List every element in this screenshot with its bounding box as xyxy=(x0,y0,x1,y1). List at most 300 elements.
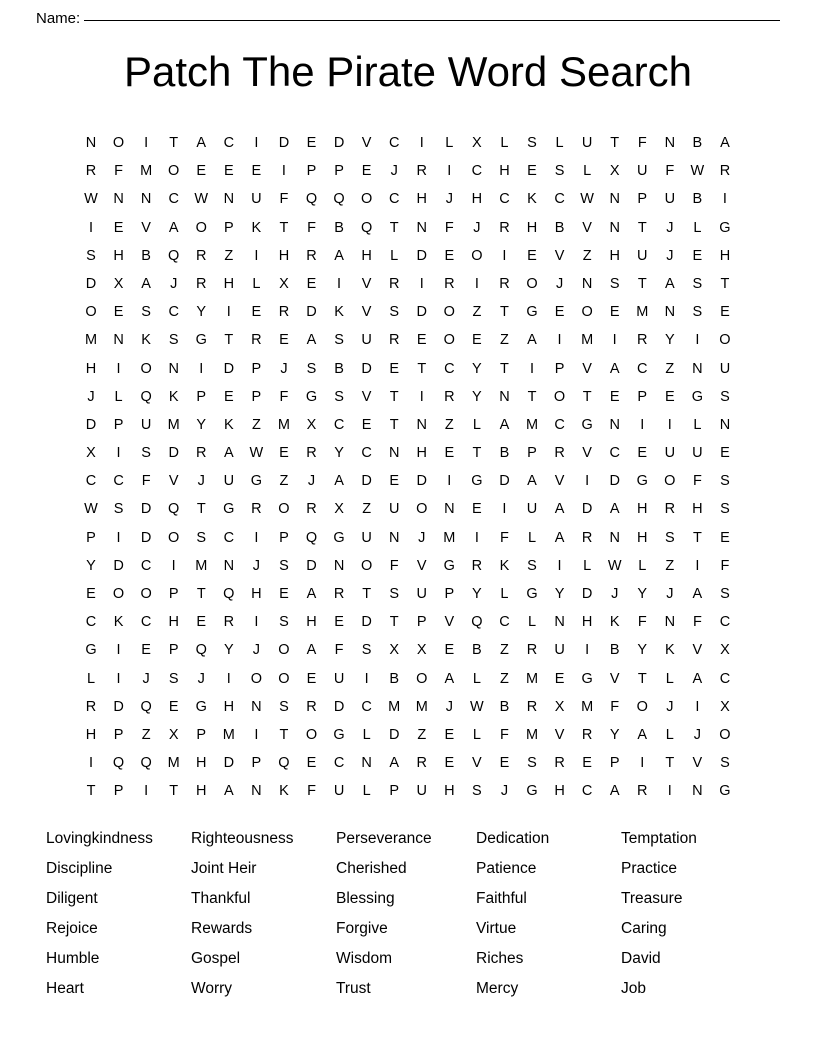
grid-cell: T xyxy=(692,529,702,546)
grid-cell: A xyxy=(609,501,620,518)
grid-cell: E xyxy=(499,755,510,772)
grid-cell: C xyxy=(554,416,565,433)
grid-cell: A xyxy=(141,275,151,292)
grid-cell: G xyxy=(581,670,593,687)
grid-cell: O xyxy=(140,586,152,603)
grid-cell: Y xyxy=(196,416,207,433)
grid-cell: X xyxy=(334,501,344,518)
grid-cell: E xyxy=(196,163,207,180)
grid-cell: I xyxy=(667,783,672,800)
grid-cell: R xyxy=(499,219,510,236)
grid-cell: E xyxy=(361,163,372,180)
grid-cell: R xyxy=(251,501,262,518)
grid-cell: E xyxy=(472,501,482,518)
grid-cell: D xyxy=(361,360,372,377)
grid-cell: E xyxy=(444,755,455,772)
grid-cell: C xyxy=(361,445,372,462)
grid-cell: R xyxy=(196,445,207,462)
grid-cell: Z xyxy=(224,247,234,264)
grid-cell: U xyxy=(637,247,648,264)
grid-cell: A xyxy=(609,783,620,800)
grid-cell: L xyxy=(665,726,674,743)
grid-cell: X xyxy=(306,416,317,433)
grid-cell: N xyxy=(223,191,235,208)
grid-cell: N xyxy=(388,445,400,462)
grid-cell: E xyxy=(554,304,565,321)
grid-cell: N xyxy=(113,191,124,208)
grid-cell: A xyxy=(692,670,703,687)
grid-cell: P xyxy=(251,388,262,405)
grid-cell: R xyxy=(306,247,317,264)
grid-cell: F xyxy=(692,473,702,490)
grid-cell: O xyxy=(360,557,373,574)
grid-cell: B xyxy=(609,642,620,659)
grid-cell: K xyxy=(334,304,344,321)
grid-cell: D xyxy=(278,135,290,152)
grid-cell: O xyxy=(250,670,263,687)
grid-cell: R xyxy=(581,726,593,743)
grid-cell: I xyxy=(419,388,424,405)
grid-cell: Y xyxy=(637,642,648,659)
grid-cell: E xyxy=(223,388,234,405)
word-list-item: Heart xyxy=(46,979,84,997)
grid-cell: N xyxy=(223,557,235,574)
word-list-item: Blessing xyxy=(336,889,395,907)
grid-cell: I xyxy=(529,360,535,377)
grid-cell: F xyxy=(692,614,702,631)
grid-cell: P xyxy=(416,614,427,631)
grid-cell: Y xyxy=(472,388,482,405)
grid-cell: K xyxy=(527,191,537,208)
grid-cell: U xyxy=(581,135,593,152)
grid-cell: Q xyxy=(223,586,235,603)
grid-cell: S xyxy=(472,783,482,800)
grid-cell: I xyxy=(640,755,645,772)
grid-cell: H xyxy=(196,755,207,772)
grid-cell: I xyxy=(281,163,286,180)
grid-cell: D xyxy=(168,445,179,462)
grid-cell: N xyxy=(664,304,676,321)
word-list-item: Temptation xyxy=(621,829,697,847)
grid-cell: P xyxy=(86,529,96,546)
grid-cell: M xyxy=(167,416,180,433)
grid-cell: E xyxy=(389,360,400,377)
grid-cell: E xyxy=(223,163,234,180)
grid-row xyxy=(78,608,738,636)
grid-cell: E xyxy=(692,247,703,264)
grid-cell: T xyxy=(417,360,427,377)
grid-cell: I xyxy=(447,163,452,180)
grid-cell: K xyxy=(664,642,675,659)
word-list-item: Humble xyxy=(46,949,100,967)
grid-row xyxy=(78,129,738,157)
grid-cell: U xyxy=(361,529,372,546)
grid-cell: H xyxy=(168,614,179,631)
grid-cell: V xyxy=(554,473,565,490)
grid-cell: H xyxy=(499,163,510,180)
grid-cell: L xyxy=(638,557,647,574)
grid-cell: H xyxy=(526,219,538,236)
grid-cell: E xyxy=(361,416,372,433)
grid-cell: E xyxy=(637,445,648,462)
grid-cell: C xyxy=(223,529,235,546)
grid-cell: T xyxy=(279,726,289,743)
grid-cell: W xyxy=(84,191,98,208)
grid-cell: I xyxy=(695,698,700,715)
grid-cell: O xyxy=(305,726,318,743)
grid-cell: P xyxy=(168,586,179,603)
grid-cell: V xyxy=(361,275,372,292)
grid-cell: M xyxy=(636,304,649,321)
grid-cell: F xyxy=(500,726,509,743)
grid-cell: E xyxy=(306,275,317,292)
grid-cell: G xyxy=(719,783,731,800)
grid-cell: I xyxy=(364,670,369,687)
grid-row xyxy=(78,721,738,749)
grid-cell: N xyxy=(664,135,676,152)
grid-cell: S xyxy=(141,445,151,462)
grid-cell: J xyxy=(611,586,619,603)
word-list-item: Cherished xyxy=(336,859,407,877)
grid-cell: Y xyxy=(472,586,482,603)
grid-cell: F xyxy=(279,191,289,208)
grid-cell: A xyxy=(527,473,537,490)
grid-cell: C xyxy=(719,614,731,631)
grid-cell: A xyxy=(306,586,317,603)
grid-cell: D xyxy=(499,473,510,490)
grid-cell: U xyxy=(388,501,400,518)
grid-cell: I xyxy=(116,529,121,546)
grid-cell: D xyxy=(388,726,400,743)
grid-cell: E xyxy=(196,614,207,631)
grid-cell: I xyxy=(88,755,94,772)
grid-cell: G xyxy=(250,473,263,490)
grid-cell: G xyxy=(305,388,318,405)
grid-cell: H xyxy=(361,247,372,264)
word-search-grid xyxy=(78,129,738,806)
grid-cell: F xyxy=(334,642,344,659)
grid-cell: F xyxy=(637,614,647,631)
grid-cell: D xyxy=(333,698,345,715)
grid-cell: R xyxy=(444,275,455,292)
grid-cell: I xyxy=(116,642,121,659)
grid-cell: N xyxy=(692,783,703,800)
grid-cell: H xyxy=(719,247,731,264)
grid-cell: I xyxy=(447,473,452,490)
grid-cell: Z xyxy=(472,304,482,321)
grid-cell: V xyxy=(582,219,592,236)
grid-cell: R xyxy=(251,332,262,349)
grid-cell: T xyxy=(389,388,399,405)
grid-cell: T xyxy=(665,755,675,772)
grid-cell: X xyxy=(86,445,96,462)
grid-cell: P xyxy=(196,388,207,405)
grid-cell: I xyxy=(640,416,645,433)
grid-cell: E xyxy=(279,586,289,603)
grid-cell: N xyxy=(609,529,620,546)
grid-cell: J xyxy=(418,529,426,546)
grid-cell: N xyxy=(719,416,731,433)
grid-cell: L xyxy=(472,670,481,687)
grid-cell: N xyxy=(664,614,676,631)
grid-cell: S xyxy=(279,698,289,715)
grid-cell: I xyxy=(419,275,424,292)
grid-cell: S xyxy=(527,135,537,152)
grid-cell: K xyxy=(499,557,510,574)
grid-cell: O xyxy=(140,360,152,377)
grid-cell: I xyxy=(337,275,342,292)
grid-cell: T xyxy=(224,332,234,349)
grid-cell: S xyxy=(554,163,565,180)
grid-cell: T xyxy=(362,586,372,603)
grid-cell: M xyxy=(84,332,98,349)
grid-row xyxy=(78,383,738,411)
grid-cell: P xyxy=(637,388,648,405)
grid-cell: J xyxy=(500,783,509,800)
grid-cell: D xyxy=(416,304,427,321)
grid-cell: R xyxy=(637,332,648,349)
grid-cell: Q xyxy=(140,755,152,772)
grid-cell: V xyxy=(609,670,620,687)
grid-cell: T xyxy=(610,135,620,152)
grid-cell: C xyxy=(719,670,731,687)
grid-cell: A xyxy=(527,332,537,349)
grid-cell: K xyxy=(279,783,289,800)
grid-cell: O xyxy=(416,670,428,687)
grid-cell: H xyxy=(637,529,648,546)
grid-row xyxy=(78,693,738,721)
grid-cell: T xyxy=(472,445,482,462)
grid-cell: J xyxy=(197,670,205,687)
grid-cell: C xyxy=(609,445,620,462)
grid-cell: O xyxy=(168,163,180,180)
grid-cell: Z xyxy=(362,501,372,518)
grid-cell: Z xyxy=(665,360,675,377)
grid-cell: G xyxy=(471,473,483,490)
grid-cell: D xyxy=(581,501,593,518)
grid-cell: R xyxy=(444,388,455,405)
grid-cell: Y xyxy=(609,726,620,743)
grid-cell: I xyxy=(199,360,204,377)
grid-cell: E xyxy=(444,247,455,264)
grid-row xyxy=(78,270,738,298)
grid-cell: A xyxy=(306,642,317,659)
grid-cell: S xyxy=(720,388,730,405)
grid-cell: E xyxy=(444,642,455,659)
grid-cell: U xyxy=(692,445,703,462)
grid-cell: E xyxy=(334,614,344,631)
grid-cell: S xyxy=(527,557,537,574)
grid-cell: I xyxy=(612,332,617,349)
word-list-item: Patience xyxy=(476,859,537,877)
grid-cell: B xyxy=(499,445,510,462)
grid-cell: S xyxy=(664,529,675,546)
grid-cell: V xyxy=(554,726,565,743)
grid-cell: X xyxy=(609,163,620,180)
grid-cell: O xyxy=(553,388,566,405)
grid-cell: I xyxy=(254,726,259,743)
grid-cell: Q xyxy=(333,191,345,208)
grid-cell: E xyxy=(141,642,151,659)
grid-cell: J xyxy=(252,557,260,574)
grid-cell: N xyxy=(85,135,97,152)
grid-cell: Q xyxy=(471,614,483,631)
grid-row xyxy=(78,439,738,467)
grid-cell: I xyxy=(226,670,231,687)
grid-cell: T xyxy=(637,670,647,687)
grid-cell: A xyxy=(554,501,565,518)
grid-cell: R xyxy=(554,445,565,462)
grid-cell: D xyxy=(361,614,372,631)
grid-cell: P xyxy=(306,163,317,180)
grid-cell: H xyxy=(609,247,620,264)
grid-cell: D xyxy=(416,473,427,490)
grid-cell: R xyxy=(637,783,648,800)
grid-cell: G xyxy=(195,698,207,715)
grid-cell: O xyxy=(719,726,731,743)
grid-cell: W xyxy=(470,698,484,715)
grid-cell: S xyxy=(720,473,730,490)
grid-cell: U xyxy=(333,783,345,800)
word-list-item: Righteousness xyxy=(191,829,294,847)
grid-cell: Q xyxy=(305,529,318,546)
grid-cell: S xyxy=(334,388,344,405)
grid-cell: R xyxy=(471,557,483,574)
grid-cell: N xyxy=(416,416,427,433)
grid-cell: L xyxy=(693,219,702,236)
grid-cell: E xyxy=(306,755,317,772)
grid-cell: V xyxy=(361,304,372,321)
grid-cell: Y xyxy=(664,332,675,349)
grid-cell: Q xyxy=(112,755,125,772)
grid-cell: B xyxy=(389,670,400,687)
grid-cell: H xyxy=(637,501,648,518)
grid-cell: N xyxy=(361,755,372,772)
grid-cell: G xyxy=(195,332,207,349)
grid-cell: J xyxy=(390,163,398,180)
grid-cell: D xyxy=(85,416,97,433)
grid-cell: S xyxy=(609,275,620,292)
grid-cell: Z xyxy=(582,247,592,264)
grid-cell: W xyxy=(194,191,209,208)
grid-cell: K xyxy=(168,388,179,405)
grid-cell: Y xyxy=(637,586,648,603)
grid-cell: M xyxy=(167,755,180,772)
word-list-item: Discipline xyxy=(46,859,113,877)
grid-cell: A xyxy=(499,416,510,433)
grid-cell: J xyxy=(666,247,674,264)
grid-cell: F xyxy=(444,219,454,236)
grid-cell: D xyxy=(306,304,317,321)
word-list-item: Riches xyxy=(476,949,524,967)
grid-cell: R xyxy=(306,698,317,715)
grid-cell: L xyxy=(527,614,537,631)
grid-cell: X xyxy=(113,275,124,292)
grid-cell: R xyxy=(306,445,317,462)
grid-cell: Q xyxy=(305,191,318,208)
grid-cell: L xyxy=(472,726,481,743)
grid-cell: G xyxy=(636,473,648,490)
grid-cell: I xyxy=(474,529,479,546)
grid-cell: S xyxy=(692,304,703,321)
grid-cell: T xyxy=(389,416,399,433)
grid-cell: S xyxy=(306,360,317,377)
grid-cell: A xyxy=(637,726,648,743)
grid-row xyxy=(78,552,738,580)
grid-cell: I xyxy=(171,557,176,574)
grid-cell: R xyxy=(85,698,97,715)
grid-cell: E xyxy=(416,332,427,349)
grid-cell: A xyxy=(334,247,344,264)
grid-cell: Y xyxy=(196,304,207,321)
grid-cell: O xyxy=(278,501,290,518)
grid-cell: E xyxy=(554,670,565,687)
grid-cell: E xyxy=(389,473,400,490)
grid-cell: S xyxy=(168,670,179,687)
grid-cell: E xyxy=(279,445,289,462)
grid-cell: N xyxy=(251,698,262,715)
grid-cell: E xyxy=(527,247,537,264)
grid-cell: X xyxy=(389,642,400,659)
grid-row xyxy=(78,778,738,806)
grid-cell: U xyxy=(719,360,731,377)
grid-cell: Q xyxy=(360,219,373,236)
grid-cell: M xyxy=(525,726,539,743)
grid-cell: E xyxy=(720,529,730,546)
grid-cell: J xyxy=(280,360,288,377)
grid-cell: A xyxy=(334,473,344,490)
grid-cell: H xyxy=(416,445,427,462)
grid-cell: D xyxy=(85,275,97,292)
grid-cell: L xyxy=(390,247,399,264)
grid-cell: E xyxy=(306,670,317,687)
word-list-item: Practice xyxy=(621,859,677,877)
name-label: Name: xyxy=(36,10,81,27)
grid-cell: X xyxy=(416,642,427,659)
grid-cell: J xyxy=(142,670,150,687)
grid-cell: X xyxy=(720,642,730,659)
grid-cell: R xyxy=(306,501,317,518)
grid-cell: N xyxy=(140,191,152,208)
grid-cell: E xyxy=(444,726,455,743)
grid-cell: E xyxy=(279,332,289,349)
grid-cell: V xyxy=(692,642,703,659)
grid-cell: W xyxy=(249,445,264,462)
grid-cell: G xyxy=(581,416,593,433)
word-list-item: Trust xyxy=(336,979,371,997)
grid-cell: M xyxy=(581,332,594,349)
grid-cell: P xyxy=(609,755,620,772)
grid-cell: O xyxy=(416,501,428,518)
grid-cell: H xyxy=(196,783,207,800)
grid-cell: O xyxy=(278,642,290,659)
grid-row xyxy=(78,580,738,608)
grid-cell: H xyxy=(85,360,97,377)
grid-cell: D xyxy=(140,501,152,518)
grid-cell: W xyxy=(690,163,705,180)
grid-cell: N xyxy=(499,388,510,405)
word-list-item: Mercy xyxy=(476,979,519,997)
grid-cell: S xyxy=(720,501,730,518)
grid-row xyxy=(78,496,738,524)
grid-cell: S xyxy=(168,332,179,349)
grid-cell: I xyxy=(585,642,590,659)
grid-cell: H xyxy=(554,783,565,800)
grid-cell: R xyxy=(388,332,400,349)
grid-cell: M xyxy=(140,163,153,180)
grid-cell: V xyxy=(582,445,592,462)
grid-cell: C xyxy=(168,304,179,321)
